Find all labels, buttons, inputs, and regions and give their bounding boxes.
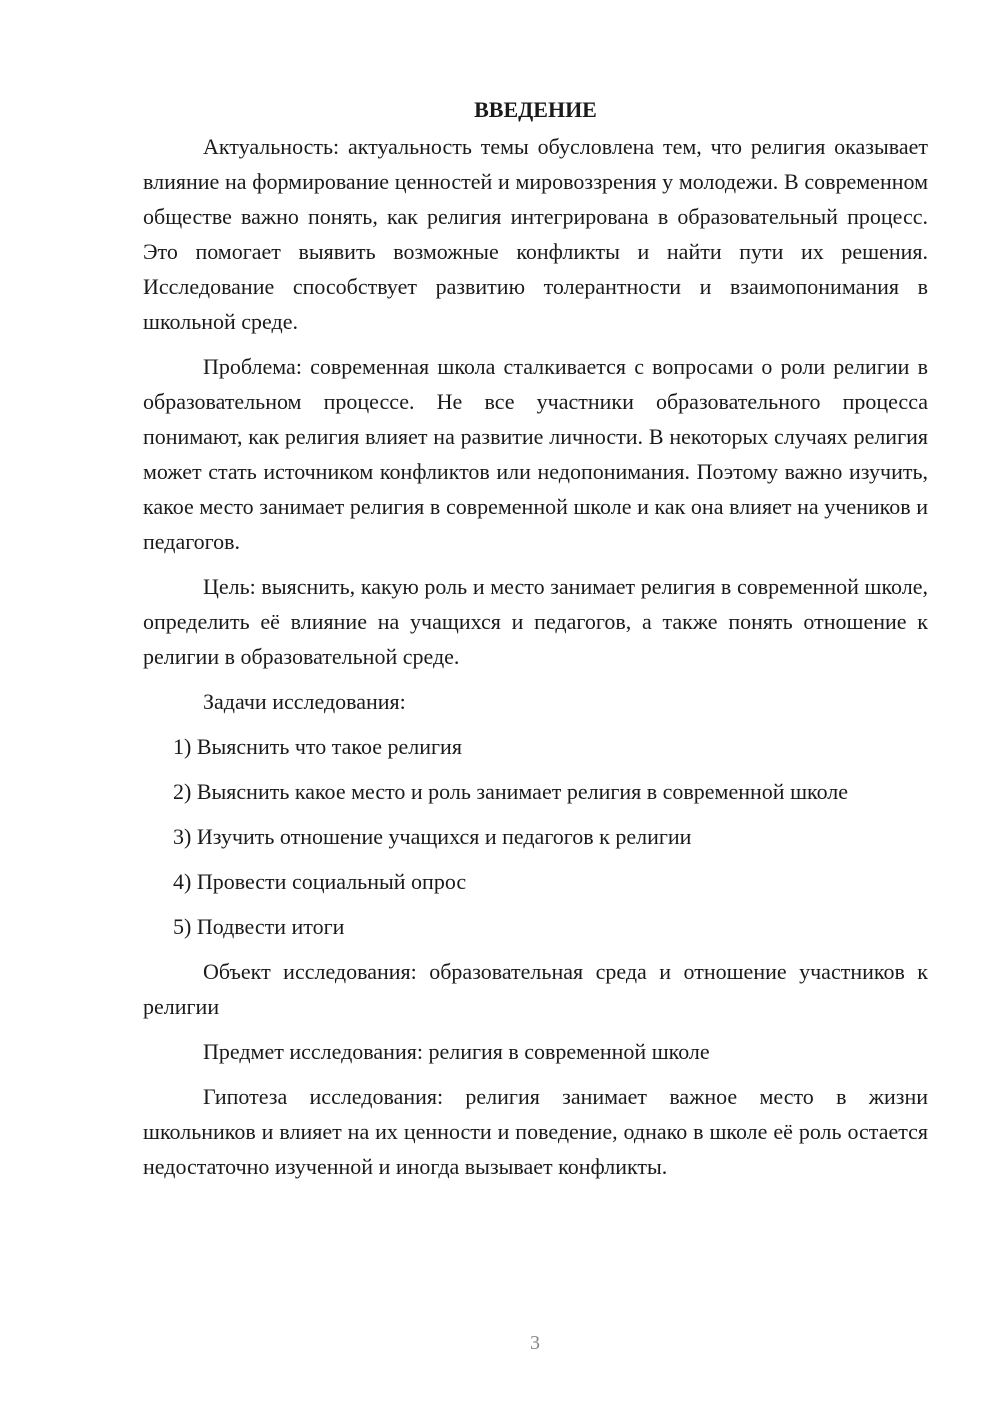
list-item: 4) Провести социальный опрос [173, 869, 467, 894]
page-title: ВВЕДЕНИЕ [474, 97, 597, 122]
tasks-list [143, 729, 928, 944]
problem-paragraph: Проблема: современная школа сталкивается с вопросами о роли религии в образовательном процессе. Не все участники образовательного процесса понимают, как религия влияет на развитие личности. В некоторых случаях религия может стать источником конфликтов или недопонимания. Поэтому важно изучить, какое место занимает религия в современной школе и как она влияет на учеников и педагогов. [143, 354, 928, 554]
document-page [143, 92, 928, 1194]
subject-paragraph: Предмет исследования: религия в современной школе [203, 1039, 710, 1064]
goal-paragraph: Цель: выяснить, какую роль и место занимает религия в современной школе, определить её влияние на учащихся и педагогов, а также понять отношение к религии в образовательной среде. [143, 574, 928, 669]
hypothesis-paragraph: Гипотеза исследования: религия занимает важное место в жизни школьников и влияет на их ценности и поведение, однако в школе её роль остается недостаточно изученной и иногда вызывает конфликты. [143, 1084, 928, 1179]
tasks-heading: Задачи исследования: [203, 689, 406, 714]
list-item: 3) Изучить отношение учащихся и педагогов к религии [173, 824, 692, 849]
object-paragraph: Объект исследования: образовательная среда и отношение участников к религии [143, 959, 928, 1019]
list-item: 2) Выяснить какое место и роль занимает религия в современной школе [173, 779, 849, 804]
list-item: 1) Выяснить что такое религия [173, 734, 462, 759]
list-item: 5) Подвести итоги [173, 914, 345, 939]
relevance-paragraph: Актуальность: актуальность темы обусловлена тем, что религия оказывает влияние на формирование ценностей и мировоззрения у молодежи. В современном обществе важно понять, как религия интегрирована в образовательный процесс. Это помогает выявить возможные конфликты и найти пути их решения. Исследование способствует развитию толерантности и взаимопонимания в школьной среде. [143, 134, 928, 334]
page-number: 3 [530, 1332, 540, 1354]
